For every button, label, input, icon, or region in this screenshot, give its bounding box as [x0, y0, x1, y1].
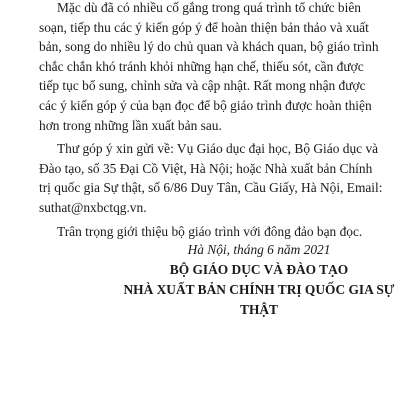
signature-org-publisher: NHÀ XUẤT BẢN CHÍNH TRỊ QUỐC GIA SỰ THẬT: [123, 282, 395, 317]
paragraph-contact-address: [39, 139, 383, 217]
text-line: Đào tạo, số 35 Đại Cồ Việt, Hà Nội; hoặc Nhà xuất bản Chính: [39, 160, 373, 176]
text-line: Mặc dù đã có nhiều cố gắng trong quá trình tổ chức biên: [57, 0, 361, 15]
text-line: Trân trọng giới thiệu bộ giáo trình với đông đảo bạn đọc.: [57, 223, 363, 239]
text-line: Thư góp ý xin gửi về: Vụ Giáo dục đại học, Bộ Giáo dục và: [57, 141, 379, 157]
text-line: soạn, tiếp thu các ý kiến góp ý để hoàn thiện bản thảo và xuất: [39, 19, 369, 35]
signature-block: [0, 240, 400, 320]
signature-org-ministry: BỘ GIÁO DỤC VÀ ĐÀO TẠO: [169, 262, 349, 277]
text-line: chắc chắn khó tránh khỏi những hạn chế, thiếu sót, cần được: [39, 58, 364, 74]
paragraph-feedback-request: [39, 0, 379, 135]
text-line: các ý kiến góp ý của bạn đọc để bộ giáo trình được hoàn thiện: [39, 97, 372, 113]
document-page: [39, 0, 383, 241]
signature-date: Hà Nội, tháng 6 năm 2021: [187, 242, 331, 257]
paragraph-closing: [39, 222, 361, 242]
text-line: tiếp tục bổ sung, chỉnh sửa và cập nhật. Rất mong nhận được: [39, 78, 366, 94]
email-line: suthat@nxbctqg.vn.: [39, 199, 147, 215]
text-line: trị quốc gia Sự thật, số 6/86 Duy Tân, Cầu Giấy, Hà Nội, Email:: [39, 180, 383, 196]
text-line: bản, song do nhiều lý do chủ quan và khách quan, bộ giáo trình: [39, 39, 379, 55]
text-line: hơn trong những lần xuất bản sau.: [39, 117, 222, 133]
